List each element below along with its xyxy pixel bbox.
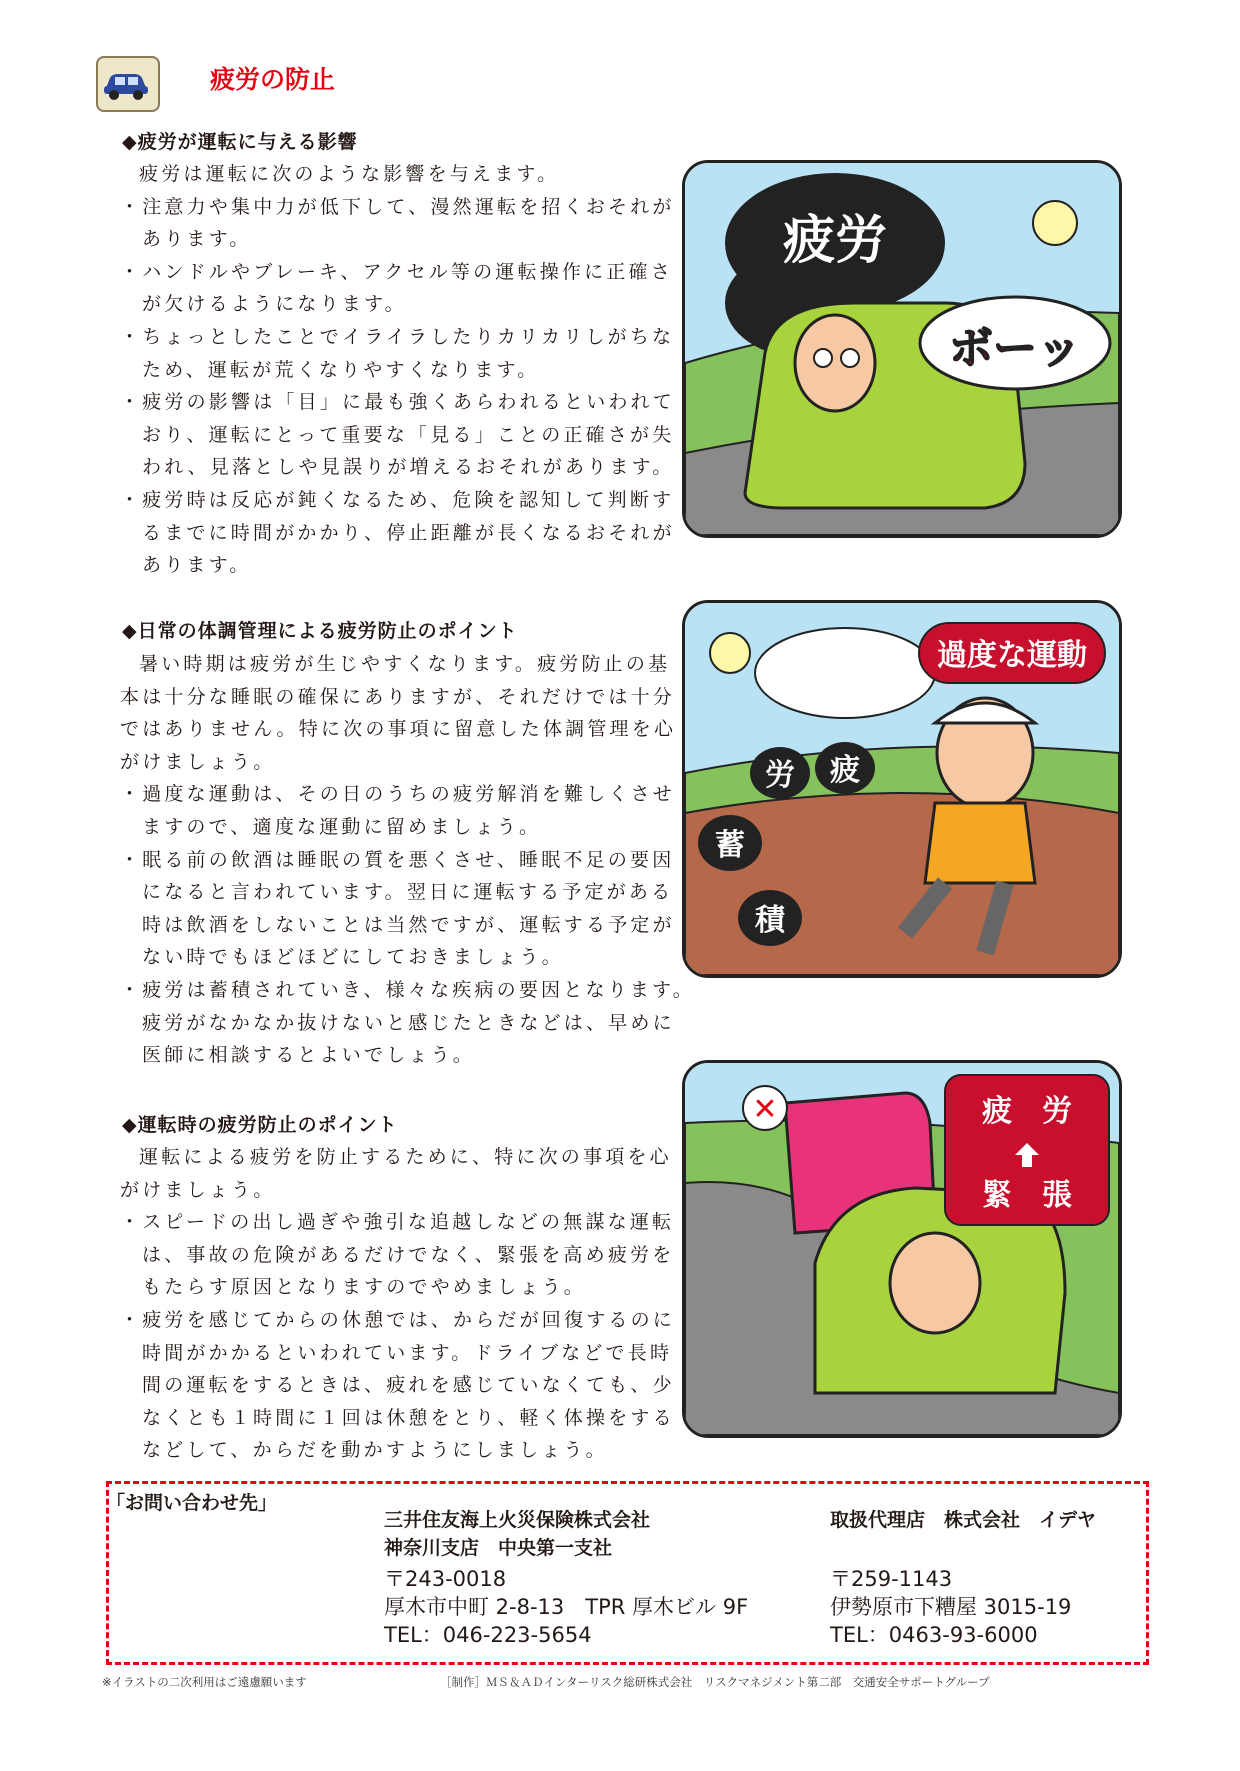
tel-2: TEL：0463-93-6000 bbox=[830, 1623, 1038, 1647]
x-mark-icon: ✕ bbox=[752, 1092, 778, 1127]
section-1-intro: 疲労は運転に次のような影響を与えます。 bbox=[139, 163, 560, 185]
company-1: 三井住友海上火災保険株式会社 bbox=[384, 1509, 651, 1531]
s2-intro-1: 暑い時期は疲労が生じやすくなります。疲労防止の基 bbox=[139, 653, 671, 675]
illustration-fatigue-driver bbox=[682, 160, 1122, 538]
s1-bullet-5: ・疲労時は反応が鈍くなるため、危険を認知して判断す るまでに時間がかかり、停止距離が長くなるおそれが あります。 bbox=[120, 488, 675, 577]
section-1-body bbox=[120, 158, 675, 582]
s3-intro-2: がけましょう。 bbox=[120, 1178, 276, 1201]
svg-text:積: 積 bbox=[755, 903, 785, 938]
s1-bullet-2: ・ハンドルやブレーキ、アクセル等の運転操作に正確さ が欠けるようになります。 bbox=[120, 260, 673, 316]
s2-bullet-1: ・過度な運動は、その日のうちの疲労解消を難しくさせ ますので、適度な運動に留めましょう。 bbox=[120, 783, 676, 838]
sign-bottom-text: 緊 張 bbox=[982, 1178, 1072, 1213]
svg-text:疲: 疲 bbox=[830, 753, 860, 788]
page-title: 疲労の防止 bbox=[210, 65, 336, 94]
address-1: 厚木市中町 2-8-13 TPR 厚木ビル 9F bbox=[384, 1595, 749, 1619]
tel-1: TEL：046-223-5654 bbox=[384, 1623, 592, 1647]
address-2: 伊勢原市下糟屋 3015-19 bbox=[830, 1595, 1072, 1619]
svg-text:蓄: 蓄 bbox=[715, 828, 745, 863]
svg-text:労: 労 bbox=[765, 758, 795, 793]
s2-bullet-3: ・疲労は蓄積されていき、様々な疾病の要因となります。 疲労がなかなか抜けないと感じたときなどは、早めに 医師に相談するとよいでしょう。 bbox=[120, 978, 695, 1067]
section-2-title: ◆日常の体調管理による疲労防止のポイント bbox=[122, 620, 518, 642]
contact-label: 「お問い合わせ先」 bbox=[106, 1492, 278, 1514]
s1-bullet-1 bbox=[120, 191, 675, 256]
branch-1: 神奈川支店 中央第一支社 bbox=[384, 1537, 613, 1559]
s2-intro-3: ではありません。特に次の事項に留意した体調管理を心 bbox=[120, 718, 677, 741]
zip-2: 〒259-1143 bbox=[830, 1567, 953, 1591]
s3-bullet-2: ・疲労を感じてからの休憩では、からだが回復するのに 時間がかかるといわれています。ドライブなどで長時 間の運転をするときは、疲れを感じていなくても、少 なくとも１時間に１回は休憩をとり、軽く体操をする などして、からだを動かすようにしましょう。 bbox=[120, 1308, 676, 1462]
s3-bullet-1: ・スピードの出し過ぎや強引な追越しなどの無謀な運転 は、事故の危険があるだけでなく、緊張を高め疲労を もたらす原因となりますのでやめましょう。 bbox=[120, 1211, 675, 1299]
s1-b1-line2: あります。 bbox=[142, 228, 252, 251]
company-2: 取扱代理店 株式会社 イデヤ bbox=[830, 1509, 1097, 1531]
bubble-text: ボーッ bbox=[949, 323, 1081, 374]
s3-intro-1: 運転による疲労を防止するために、特に次の事項を心 bbox=[139, 1146, 672, 1168]
cloud-text: 疲労 bbox=[782, 211, 888, 271]
s2-intro-2: 本は十分な睡眠の確保にありますが、それだけでは十分 bbox=[120, 685, 676, 708]
zip-1: 〒243-0018 bbox=[384, 1567, 507, 1591]
s2-intro-4: がけましょう。 bbox=[120, 750, 276, 773]
illustration-speeding bbox=[682, 1060, 1122, 1438]
footer-right: ［制作］ＭＳ＆ＡＤインターリスク総研株式会社 リスクマネジメント第二部 交通安全サポートグループ bbox=[440, 1675, 990, 1689]
s1-bullet-3: ・ちょっとしたことでイライラしたりカリカリしがちな ため、運転が荒くなりやすくなります。 bbox=[120, 325, 675, 381]
illustration-exercise bbox=[682, 600, 1122, 978]
s1-b1-line1: ・注意力や集中力が低下して、漫然運転を招くおそれが bbox=[120, 195, 675, 218]
s1-bullet-4: ・疲労の影響は「目」に最も強くあらわれるといわれて おり、運転にとって重要な「見る」ことの正確さが失 われ、見落としや見誤りが増えるおそれがあります。 bbox=[120, 391, 676, 479]
section-1-title: ◆疲労が運転に与える影響 bbox=[122, 131, 358, 153]
car-icon bbox=[96, 56, 160, 112]
section-3-title: ◆運転時の疲労防止のポイント bbox=[122, 1114, 398, 1136]
footer-left: ※イラストの二次利用はご遠慮願います bbox=[102, 1675, 307, 1689]
sign-top-text: 疲 労 bbox=[982, 1094, 1072, 1129]
section-2-body bbox=[120, 648, 695, 1072]
s2-bullet-2: ・眠る前の飲酒は睡眠の質を悪くさせ、睡眠不足の要因 になると言われています。翌日に運転する予定がある 時は飲酒をしないことは当然ですが、運転する予定が ない時でもほどほどにしておきましょう。 bbox=[120, 848, 675, 969]
section-3-body bbox=[120, 1141, 675, 1467]
sign-text: 過度な運動 bbox=[937, 638, 1087, 673]
